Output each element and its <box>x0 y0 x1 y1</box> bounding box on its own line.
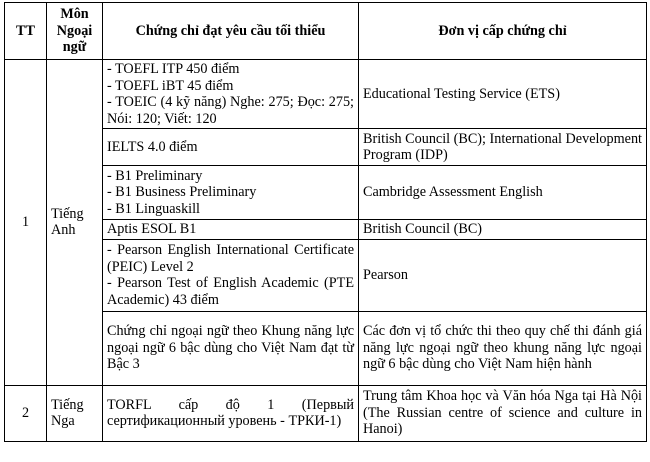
certificate-line: IELTS 4.0 điểm <box>107 138 198 155</box>
certificate-cell <box>103 311 359 385</box>
header-language <box>47 3 103 60</box>
certificate-line: Chứng chỉ ngoại ngữ theo Khung năng lực ngoại ngữ 6 bậc dùng cho Việt Nam đạt từ Bậc 3 <box>107 323 354 373</box>
certificate-line: - Pearson English International Certificate (PEIC) Level 2 <box>107 242 354 275</box>
certificate-requirements-table <box>4 2 647 442</box>
certificate-line: - TOEFL iBT 45 điểm <box>107 77 234 94</box>
language-line-2: Anh <box>51 222 76 239</box>
header-language-line-1: Môn <box>60 6 89 23</box>
issuer-cell: Các đơn vị tổ chức thi theo quy chế thi đánh giá năng lực ngoại ngữ theo khung năng lực ngoại ngữ 6 bậc dùng cho Việt Nam hiện hành <box>359 311 647 385</box>
table-row <box>5 60 647 129</box>
header-language-line-2: Ngoại <box>56 22 93 39</box>
row-number: 1 <box>5 60 47 386</box>
certificate-cell <box>103 220 359 240</box>
certificate-line: - B1 Linguaskill <box>107 200 201 217</box>
certificate-cell <box>103 129 359 166</box>
language-line-1: Tiếng <box>51 396 84 413</box>
language-line-2: Nga <box>51 413 75 429</box>
issuer-cell: Cambridge Assessment English <box>359 166 647 220</box>
table-row <box>5 385 647 441</box>
certificate-line: TORFL cấp độ 1 (Первый сертификационный уровень - ТРКИ-1) <box>107 396 354 429</box>
issuer-cell: Educational Testing Service (ETS) <box>359 60 647 129</box>
issuer-cell: British Council (BC) <box>359 220 647 240</box>
header-issuer: Đơn vị cấp chứng chỉ <box>359 3 647 60</box>
issuer-cell: Trung tâm Khoa học và Văn hóa Nga tại Hà Nội (The Russian centre of science and culture in Hanoi) <box>359 385 647 441</box>
language-cell <box>47 385 103 441</box>
row-number: 2 <box>5 385 47 441</box>
issuer-cell: British Council (BC); International Development Program (IDP) <box>359 129 647 166</box>
certificate-line: - B1 Business Preliminary <box>107 184 257 201</box>
language-line-1: Tiếng <box>51 205 84 222</box>
issuer-cell: Pearson <box>359 239 647 311</box>
certificate-cell <box>103 385 359 441</box>
table-header-row <box>5 3 647 60</box>
certificate-cell <box>103 60 359 129</box>
header-language-line-3: ngữ <box>62 39 87 56</box>
header-tt: TT <box>5 3 47 60</box>
certificate-line: Aptis ESOL B1 <box>107 221 197 237</box>
language-cell <box>47 60 103 386</box>
certificate-cell <box>103 166 359 220</box>
certificate-line: - TOEFL ITP 450 điểm <box>107 61 240 77</box>
certificate-line: - B1 Preliminary <box>107 167 203 184</box>
certificate-cell <box>103 239 359 311</box>
certificate-line: - TOEIC (4 kỹ năng) Nghe: 275; Đọc: 275; Nói: 120; Viết: 120 <box>107 94 354 127</box>
certificate-line: - Pearson Test of English Academic (PTE Academic) 43 điểm <box>107 275 354 308</box>
header-certificate: Chứng chỉ đạt yêu cầu tối thiểu <box>103 3 359 60</box>
